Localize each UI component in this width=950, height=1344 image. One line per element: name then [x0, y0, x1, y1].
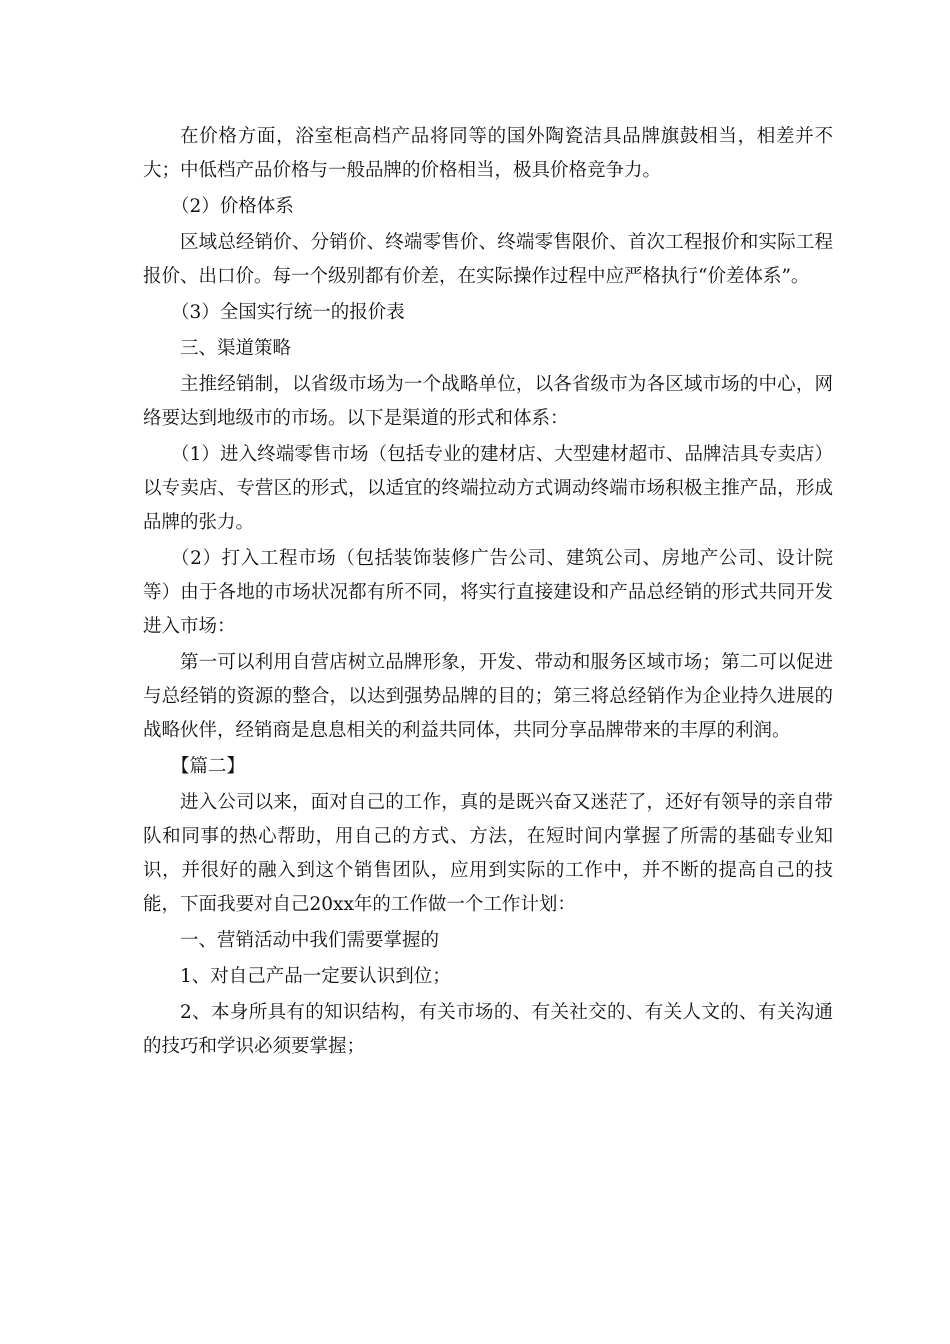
- list-item-knowledge-structure: 2、本身所具有的知识结构，有关市场的、有关社交的、有关人文的、有关沟通的技巧和学识必须要掌握；: [143, 1002, 833, 1057]
- paragraph-price-aspect: 在价格方面，浴室柜高档产品将同等的国外陶瓷洁具品牌旗鼓相当，相差并不大；中低档产品价格与一般品牌的价格相当，极具价格竞争力。: [143, 126, 833, 181]
- section-heading-channel-strategy: 三、渠道策略: [180, 338, 292, 359]
- paragraph-introduction: 进入公司以来，面对自己的工作，真的是既兴奋又迷茫了，还好有领导的亲自带队和同事的热心帮助，用自己的方式、方法，在短时间内掌握了所需的基础专业知识，并很好的融入到这个销售团队，应用到实际的工作中，并不断的提高自己的技能，下面我要对自己20xx年的工作做一个工作计划：: [143, 792, 833, 915]
- paragraph-price-system-heading: （2）价格体系: [171, 196, 294, 217]
- paragraph-retail-market: （1）进入终端零售市场（包括专业的建材店、大型建材超市、品牌洁具专卖店）以专卖店、专营区的形式，以适宜的终端拉动方式调动终端市场积极主推产品，形成品牌的张力。: [143, 444, 833, 533]
- paragraph-project-market: （2）打入工程市场（包括装饰装修广告公司、建筑公司、房地产公司、设计院等）由于各地的市场状况都有所不同，将实行直接建设和产品总经销的形式共同开发进入市场：: [143, 548, 833, 637]
- paragraph-unified-quote-heading: （3）全国实行统一的报价表: [171, 302, 405, 323]
- paragraph-benefits: 第一可以利用自营店树立品牌形象，开发、带动和服务区域市场；第二可以促进与总经销的资源的整合，以达到强势品牌的目的；第三将总经销作为企业持久进展的战略伙伴，经销商是息息相关的利益共同体，共同分享品牌带来的丰厚的利润。: [143, 652, 833, 741]
- section-heading-part-two: 【篇二】: [171, 756, 246, 777]
- document-body: [143, 120, 833, 1066]
- list-item-product-knowledge: 1、对自己产品一定要认识到位；: [180, 966, 451, 987]
- paragraph-price-system: 区域总经销价、分销价、终端零售价、终端零售限价、首次工程报价和实际工程报价、出口价。每一个级别都有价差，在实际操作过程中应严格执行“价差体系”。: [143, 232, 833, 287]
- paragraph-distribution: 主推经销制，以省级市场为一个战略单位，以各省级市为各区域市场的中心，网络要达到地级市的市场。以下是渠道的形式和体系：: [143, 374, 833, 429]
- section-heading-marketing: 一、营销活动中我们需要掌握的: [180, 930, 440, 951]
